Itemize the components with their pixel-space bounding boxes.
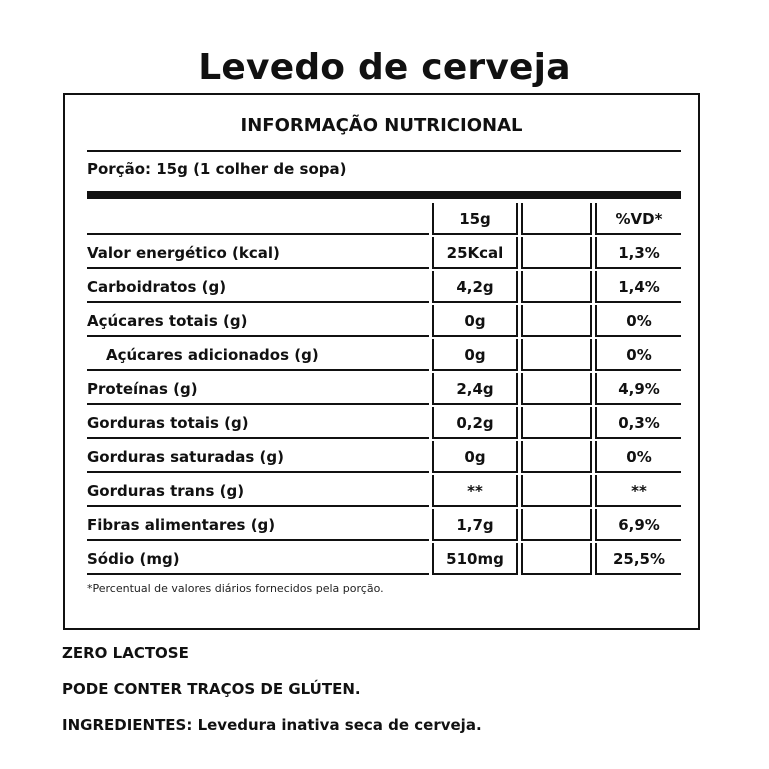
nutrient-amount: ** — [432, 475, 518, 507]
thick-divider — [87, 191, 681, 199]
nutrient-vd: 25,5% — [595, 543, 681, 575]
nutrient-amount: 4,2g — [432, 271, 518, 303]
table-header-row — [87, 203, 681, 237]
table-row — [87, 543, 681, 577]
nutrient-amount: 0g — [432, 441, 518, 473]
nutrition-table — [87, 203, 681, 577]
nutrition-heading: INFORMAÇÃO NUTRICIONAL — [240, 115, 523, 136]
table-row — [87, 339, 681, 373]
lactose-note: ZERO LACTOSE — [62, 644, 189, 662]
nutrient-label: Proteínas (g) — [87, 373, 429, 405]
header-amount: 15g — [432, 203, 518, 235]
blank-cell — [521, 509, 592, 541]
nutrient-amount: 0g — [432, 305, 518, 337]
table-row — [87, 407, 681, 441]
table-row — [87, 271, 681, 305]
nutrition-facts-panel — [63, 93, 700, 630]
table-row — [87, 373, 681, 407]
gluten-warning: PODE CONTER TRAÇOS DE GLÚTEN. — [62, 680, 361, 698]
nutrient-amount: 0,2g — [432, 407, 518, 439]
table-row — [87, 237, 681, 271]
nutrient-label: Fibras alimentares (g) — [87, 509, 429, 541]
nutrient-vd: 0% — [595, 339, 681, 371]
nutrient-amount: 1,7g — [432, 509, 518, 541]
nutrient-amount: 510mg — [432, 543, 518, 575]
blank-cell — [521, 475, 592, 507]
nutrient-label: Gorduras totais (g) — [87, 407, 429, 439]
product-title: Levedo de cerveja — [198, 47, 571, 88]
nutrient-vd: 6,9% — [595, 509, 681, 541]
nutrient-vd: ** — [595, 475, 681, 507]
header-vd: %VD* — [595, 203, 681, 235]
nutrient-vd: 4,9% — [595, 373, 681, 405]
table-row — [87, 509, 681, 543]
nutrient-vd: 1,3% — [595, 237, 681, 269]
portion-size: Porção: 15g (1 colher de sopa) — [87, 160, 347, 178]
header-label — [87, 203, 429, 235]
nutrient-vd: 1,4% — [595, 271, 681, 303]
nutrient-amount: 25Kcal — [432, 237, 518, 269]
divider — [87, 150, 681, 152]
table-row — [87, 441, 681, 475]
blank-cell — [521, 441, 592, 473]
nutrient-label: Gorduras trans (g) — [87, 475, 429, 507]
nutrient-label: Açúcares totais (g) — [87, 305, 429, 337]
blank-cell — [521, 339, 592, 371]
blank-cell — [521, 237, 592, 269]
blank-cell — [521, 271, 592, 303]
nutrient-label: Valor energético (kcal) — [87, 237, 429, 269]
nutrient-label: Sódio (mg) — [87, 543, 429, 575]
nutrient-amount: 2,4g — [432, 373, 518, 405]
ingredients-text: INGREDIENTES: Levedura inativa seca de cerveja. — [62, 716, 482, 734]
nutrient-label: Açúcares adicionados (g) — [87, 339, 429, 371]
blank-cell — [521, 373, 592, 405]
nutrient-amount: 0g — [432, 339, 518, 371]
footnote: *Percentual de valores diários fornecidos pela porção. — [87, 582, 384, 595]
blank-cell — [521, 407, 592, 439]
table-row — [87, 475, 681, 509]
nutrient-vd: 0% — [595, 305, 681, 337]
blank-cell — [521, 543, 592, 575]
nutrient-vd: 0,3% — [595, 407, 681, 439]
nutrient-label: Gorduras saturadas (g) — [87, 441, 429, 473]
nutrient-vd: 0% — [595, 441, 681, 473]
nutrient-label: Carboidratos (g) — [87, 271, 429, 303]
blank-cell — [521, 305, 592, 337]
table-row — [87, 305, 681, 339]
header-blank — [521, 203, 592, 235]
